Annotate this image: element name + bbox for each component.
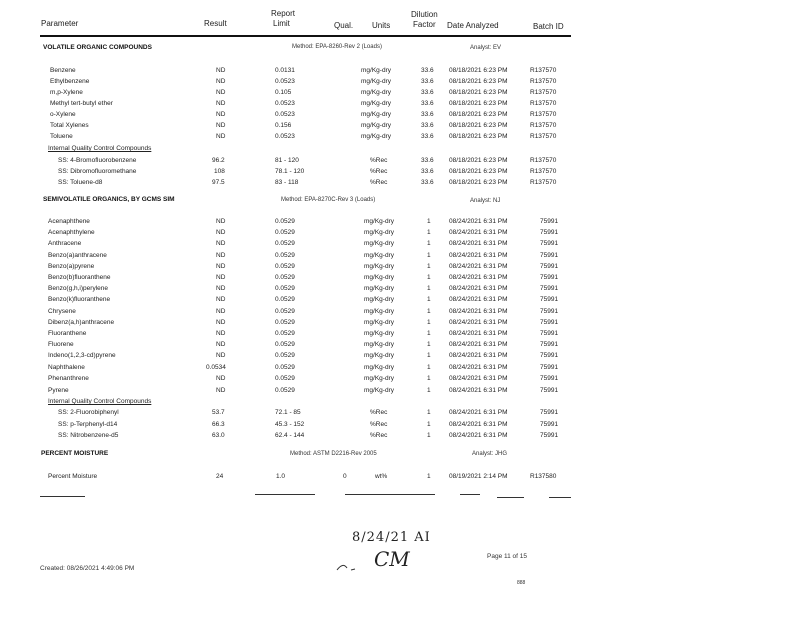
row-parameter: Benzo(k)fluoranthene (48, 296, 111, 303)
row-limit: 0.0529 (275, 274, 295, 281)
row-dilution: 33.6 (421, 122, 434, 129)
row-date: 08/24/2021 6:31 PM (449, 240, 508, 247)
row-date: 08/18/2021 6:23 PM (449, 67, 508, 74)
row-batch: R137570 (530, 168, 557, 175)
row-result: ND (216, 89, 226, 96)
row-date: 08/24/2021 6:31 PM (449, 218, 508, 225)
row-result: ND (216, 375, 226, 382)
row-date: 08/18/2021 6:23 PM (449, 100, 508, 107)
row-units: %Rec (370, 179, 388, 186)
section-method: Method: EPA-8260-Rev 2 (Loads) (292, 44, 382, 50)
bottom-rule (345, 494, 435, 495)
row-batch: 75991 (540, 375, 559, 382)
bottom-rule (460, 494, 480, 495)
row-batch: 75991 (540, 319, 559, 326)
row-batch: R137570 (530, 67, 557, 74)
row-result: ND (216, 78, 226, 85)
row-result: ND (216, 100, 226, 107)
row-dilution: 33.6 (421, 179, 434, 186)
qc-subheading: Internal Quality Control Compounds (48, 398, 152, 405)
row-parameter: SS: Nitrobenzene-d5 (58, 432, 119, 439)
row-limit: 0.0523 (275, 133, 295, 140)
row-limit: 72.1 - 85 (275, 409, 301, 416)
header-rule (40, 35, 571, 37)
col-header-report-limit-line2: Limit (273, 19, 290, 28)
row-parameter: SS: 4-Bromofluorobenzene (58, 157, 137, 164)
row-batch: 75991 (540, 218, 559, 225)
row-result: ND (216, 229, 226, 236)
row-parameter: Phenanthrene (48, 375, 89, 382)
row-date: 08/18/2021 6:23 PM (449, 133, 508, 140)
col-header-batch-id: Batch ID (533, 22, 564, 31)
row-limit: 0.0529 (275, 296, 295, 303)
row-limit: 83 - 118 (275, 179, 299, 186)
row-limit: 0.0529 (275, 375, 295, 382)
row-parameter: SS: p-Terphenyl-d14 (58, 421, 118, 428)
row-parameter: Benzo(a)pyrene (48, 263, 95, 270)
row-dilution: 1 (427, 421, 431, 428)
row-units: mg/Kg-dry (364, 341, 394, 348)
row-limit: 0.0529 (275, 364, 295, 371)
row-batch: 75991 (540, 240, 559, 247)
row-batch: R137570 (530, 133, 557, 140)
row-result: ND (216, 67, 226, 74)
col-header-date-analyzed: Date Analyzed (447, 21, 499, 30)
row-parameter: Pyrene (48, 387, 69, 394)
row-dilution: 33.6 (421, 67, 434, 74)
row-limit: 1.0 (276, 473, 286, 480)
row-result: ND (216, 285, 226, 292)
signature-stroke (337, 565, 355, 570)
row-dilution: 33.6 (421, 168, 434, 175)
row-limit: 45.3 - 152 (275, 421, 305, 428)
row-batch: 75991 (540, 387, 559, 394)
row-dilution: 33.6 (421, 111, 434, 118)
row-units: %Rec (370, 168, 388, 175)
row-parameter: Fluorene (48, 341, 74, 348)
row-parameter: SS: Toluene-d8 (58, 179, 103, 186)
row-parameter: Acenaphthene (48, 218, 90, 225)
row-dilution: 33.6 (421, 133, 434, 140)
row-dilution: 1 (427, 274, 431, 281)
row-batch: R137570 (530, 78, 557, 85)
row-units: mg/Kg-dry (364, 387, 394, 394)
row-date: 08/18/2021 6:23 PM (449, 157, 508, 164)
qc-subheading: Internal Quality Control Compounds (48, 145, 152, 152)
row-units: mg/Kg-dry (364, 285, 394, 292)
row-result: ND (216, 387, 226, 394)
row-limit: 0.105 (275, 89, 292, 96)
row-limit: 0.0523 (275, 78, 295, 85)
row-result: ND (216, 263, 226, 270)
row-units: mg/Kg-dry (364, 330, 394, 337)
row-parameter: SS: 2-Fluorobiphenyl (58, 409, 119, 416)
row-units: mg/Kg-dry (364, 308, 394, 315)
row-units: mg/Kg-dry (364, 274, 394, 281)
row-result: ND (216, 319, 226, 326)
row-result: ND (216, 240, 226, 247)
row-result: 96.2 (212, 157, 225, 164)
row-date: 08/24/2021 6:31 PM (449, 285, 508, 292)
row-batch: 75991 (540, 421, 559, 428)
row-date: 08/18/2021 6:23 PM (449, 78, 508, 85)
row-parameter: Indeno(1,2,3-cd)pyrene (48, 352, 116, 359)
row-batch: 75991 (540, 330, 559, 337)
row-units: mg/Kg-dry (364, 252, 394, 259)
row-date: 08/24/2021 6:31 PM (449, 341, 508, 348)
row-date: 08/24/2021 6:31 PM (449, 409, 508, 416)
bottom-rule (549, 497, 571, 498)
row-units: wt% (375, 473, 388, 480)
row-parameter: Toluene (50, 133, 73, 140)
row-units: mg/Kg-dry (364, 296, 394, 303)
row-dilution: 1 (427, 252, 431, 259)
row-parameter: Methyl tert-butyl ether (50, 100, 113, 107)
row-batch: 75991 (540, 364, 559, 371)
row-batch: 75991 (540, 296, 559, 303)
row-dilution: 1 (427, 308, 431, 315)
row-units: %Rec (370, 421, 388, 428)
row-dilution: 1 (427, 263, 431, 270)
row-limit: 0.0529 (275, 341, 295, 348)
row-result: 108 (214, 168, 225, 175)
row-result: 97.5 (212, 179, 225, 186)
row-dilution: 33.6 (421, 89, 434, 96)
row-dilution: 1 (427, 375, 431, 382)
row-dilution: 1 (427, 432, 431, 439)
row-dilution: 33.6 (421, 157, 434, 164)
section-analyst: Analyst: JHG (472, 451, 508, 457)
section-title: SEMIVOLATILE ORGANICS, BY GCMS SIM (43, 196, 175, 203)
row-result: ND (216, 296, 226, 303)
row-limit: 0.0523 (275, 100, 295, 107)
col-header-dilution-line1: Dilution (411, 10, 438, 19)
row-dilution: 1 (427, 409, 431, 416)
row-batch: 75991 (540, 285, 559, 292)
col-header-qual: Qual. (334, 21, 354, 30)
row-batch: R137570 (530, 157, 557, 164)
row-batch: 75991 (540, 409, 559, 416)
row-date: 08/24/2021 6:31 PM (449, 252, 508, 259)
col-header-report-limit-line1: Report (271, 9, 296, 18)
row-units: mg/Kg-dry (364, 218, 394, 225)
row-units: mg/Kg-dry (364, 319, 394, 326)
created-timestamp: Created: 08/26/2021 4:49:06 PM (40, 565, 135, 572)
row-dilution: 33.6 (421, 78, 434, 85)
bottom-rule (40, 496, 85, 497)
row-parameter: Naphthalene (48, 364, 85, 371)
row-limit: 81 - 120 (275, 157, 299, 164)
section-title: PERCENT MOISTURE (41, 450, 109, 457)
row-result: ND (216, 133, 226, 140)
row-units: %Rec (370, 432, 388, 439)
row-limit: 0.0529 (275, 285, 295, 292)
col-header-result: Result (204, 19, 227, 28)
row-dilution: 1 (427, 387, 431, 394)
row-result: ND (216, 111, 226, 118)
row-batch: 75991 (540, 263, 559, 270)
col-header-units: Units (372, 21, 391, 30)
row-batch: 75991 (540, 229, 559, 236)
row-units: mg/Kg-dry (364, 364, 394, 371)
row-date: 08/18/2021 6:23 PM (449, 168, 508, 175)
row-parameter: Acenaphthylene (48, 229, 95, 236)
row-batch: R137580 (530, 473, 557, 480)
row-units: mg/Kg-dry (364, 375, 394, 382)
row-result: 53.7 (212, 409, 225, 416)
row-date: 08/24/2021 6:31 PM (449, 308, 508, 315)
row-units: mg/Kg-dry (364, 263, 394, 270)
row-dilution: 1 (427, 240, 431, 247)
row-units: mg/Kg-dry (361, 100, 391, 107)
row-units: mg/Kg-dry (361, 122, 391, 129)
row-result: ND (216, 352, 226, 359)
row-dilution: 1 (427, 319, 431, 326)
row-parameter: Anthracene (48, 240, 82, 247)
row-batch: R137570 (530, 122, 557, 129)
row-result: ND (216, 308, 226, 315)
row-units: mg/Kg-dry (361, 67, 391, 74)
row-date: 08/24/2021 6:31 PM (449, 432, 508, 439)
row-date: 08/24/2021 6:31 PM (449, 421, 508, 428)
row-date: 08/19/2021 2:14 PM (449, 473, 508, 480)
row-dilution: 1 (427, 285, 431, 292)
row-dilution: 1 (427, 218, 431, 225)
section-analyst: Analyst: EV (470, 45, 502, 51)
section-method: Method: EPA-8270C-Rev 3 (Loads) (281, 197, 376, 203)
row-limit: 0.0529 (275, 240, 295, 247)
row-units: %Rec (370, 409, 388, 416)
row-units: mg/Kg-dry (364, 229, 394, 236)
row-parameter: Benzo(g,h,i)perylene (48, 285, 108, 292)
row-parameter: Benzo(a)anthracene (48, 252, 107, 259)
row-result: ND (216, 218, 226, 225)
row-batch: 75991 (540, 252, 559, 259)
row-qual: 0 (343, 473, 347, 480)
row-result: ND (216, 274, 226, 281)
row-parameter: Chrysene (48, 308, 76, 315)
row-limit: 78.1 - 120 (275, 168, 305, 175)
row-limit: 0.0529 (275, 352, 295, 359)
row-parameter: Total Xylenes (50, 122, 89, 129)
row-units: %Rec (370, 157, 388, 164)
row-result: 0.0534 (206, 364, 226, 371)
row-units: mg/Kg-dry (364, 352, 394, 359)
row-result: ND (216, 330, 226, 337)
row-limit: 0.0529 (275, 330, 295, 337)
row-result: ND (216, 252, 226, 259)
row-limit: 62.4 - 144 (275, 432, 305, 439)
row-limit: 0.156 (275, 122, 292, 129)
row-batch: 75991 (540, 308, 559, 315)
row-parameter: SS: Dibromofluoromethane (58, 168, 137, 175)
bottom-rule (497, 497, 524, 498)
row-limit: 0.0529 (275, 263, 295, 270)
row-date: 08/24/2021 6:31 PM (449, 229, 508, 236)
row-parameter: Dibenz(a,h)anthracene (48, 319, 115, 326)
row-date: 08/18/2021 6:23 PM (449, 111, 508, 118)
row-result: 24 (216, 473, 224, 480)
handwritten-date: 8/24/21 AI (352, 530, 431, 545)
row-result: ND (216, 122, 226, 129)
stamp-mark: 888 (517, 580, 526, 586)
row-units: mg/Kg-dry (361, 78, 391, 85)
row-dilution: 1 (427, 296, 431, 303)
section-title: VOLATILE ORGANIC COMPOUNDS (43, 44, 152, 51)
row-batch: R137570 (530, 111, 557, 118)
row-limit: 0.0529 (275, 387, 295, 394)
row-result: 63.0 (212, 432, 225, 439)
row-dilution: 1 (427, 352, 431, 359)
row-batch: 75991 (540, 274, 559, 281)
row-parameter: Ethylbenzene (50, 78, 90, 85)
row-limit: 0.0529 (275, 252, 295, 259)
row-dilution: 1 (427, 364, 431, 371)
row-result: 66.3 (212, 421, 225, 428)
row-batch: 75991 (540, 341, 559, 348)
row-date: 08/24/2021 6:31 PM (449, 330, 508, 337)
section-analyst: Analyst: NJ (470, 198, 501, 204)
row-parameter: Benzene (50, 67, 76, 74)
row-batch: R137570 (530, 89, 557, 96)
row-date: 08/24/2021 6:31 PM (449, 263, 508, 270)
row-dilution: 1 (427, 341, 431, 348)
row-batch: R137570 (530, 179, 557, 186)
row-date: 08/24/2021 6:31 PM (449, 387, 508, 394)
row-parameter: Percent Moisture (48, 473, 98, 480)
row-batch: 75991 (540, 432, 559, 439)
row-units: mg/Kg-dry (361, 111, 391, 118)
section-method: Method: ASTM D2216-Rev 2005 (290, 451, 377, 457)
row-date: 08/18/2021 6:23 PM (449, 89, 508, 96)
row-batch: R137570 (530, 100, 557, 107)
row-dilution: 1 (427, 473, 431, 480)
bottom-rule (255, 494, 315, 495)
row-batch: 75991 (540, 352, 559, 359)
row-date: 08/24/2021 6:31 PM (449, 375, 508, 382)
row-parameter: Fluoranthene (48, 330, 87, 337)
row-date: 08/24/2021 6:31 PM (449, 364, 508, 371)
row-parameter: o-Xylene (50, 111, 76, 118)
row-limit: 0.0131 (275, 67, 295, 74)
row-limit: 0.0523 (275, 111, 295, 118)
row-dilution: 1 (427, 330, 431, 337)
page-number: Page 11 of 15 (487, 553, 527, 560)
row-result: ND (216, 341, 226, 348)
row-date: 08/18/2021 6:23 PM (449, 179, 508, 186)
row-limit: 0.0529 (275, 229, 295, 236)
signature: CM (374, 547, 410, 571)
row-date: 08/24/2021 6:31 PM (449, 274, 508, 281)
row-date: 08/24/2021 6:31 PM (449, 352, 508, 359)
col-header-dilution-line2: Factor (413, 20, 436, 29)
row-dilution: 33.6 (421, 100, 434, 107)
col-header-parameter: Parameter (41, 19, 79, 28)
row-limit: 0.0529 (275, 218, 295, 225)
row-date: 08/24/2021 6:31 PM (449, 319, 508, 326)
row-limit: 0.0529 (275, 308, 295, 315)
row-parameter: m,p-Xylene (50, 89, 83, 96)
row-dilution: 1 (427, 229, 431, 236)
row-date: 08/18/2021 6:23 PM (449, 122, 508, 129)
row-units: mg/Kg-dry (361, 133, 391, 140)
row-units: mg/Kg-dry (361, 89, 391, 96)
row-limit: 0.0529 (275, 319, 295, 326)
row-date: 08/24/2021 6:31 PM (449, 296, 508, 303)
row-units: mg/Kg-dry (364, 240, 394, 247)
row-parameter: Benzo(b)fluoranthene (48, 274, 111, 281)
